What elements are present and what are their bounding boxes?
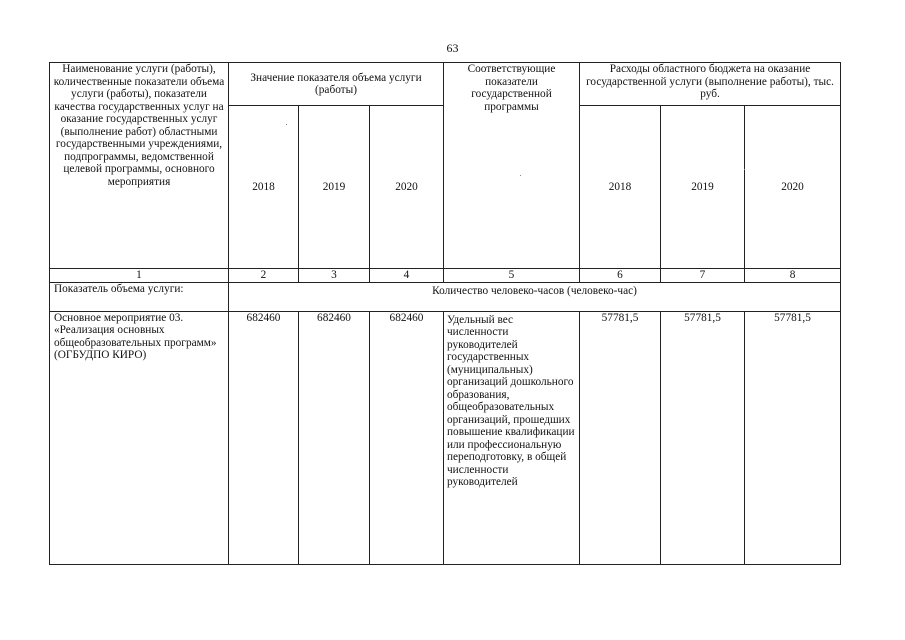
- page-number: 63: [446, 41, 459, 55]
- indicator-row: [50, 282, 841, 311]
- budget-year-2018: 2018: [580, 106, 661, 269]
- activity-name: Основное мероприятие 03. «Реализация основных общеобразовательных программ» (ОГБУДПО КИРО): [50, 311, 229, 564]
- program-indicator-text: Удельный вес численности руководителей государственных (муниципальных) организаций дошкольного образования, общеобразовательных организаций, прошедших повышение квалификации или профессиональную переподготовку, в общей численности руководителей: [444, 311, 580, 564]
- volume-year-2020: 2020: [370, 106, 444, 269]
- budget-value-2019: 57781,5: [661, 311, 745, 564]
- budget-value-2020: 57781,5: [745, 311, 841, 564]
- scan-speck: [286, 124, 287, 125]
- column-number-row: [50, 269, 841, 283]
- header-service-name: Наименование услуги (работы), количественные показатели объема услуги (работы), показатели качества государственных услуг на оказание государственных услуг (выполнение работ) областными государственными учреждениями, подпрограммы, ведомственной целевой программы, основного мероприятия: [50, 63, 229, 269]
- column-number: 4: [370, 269, 444, 283]
- budget-value-2018: 57781,5: [580, 311, 661, 564]
- volume-year-2019: 2019: [299, 106, 370, 269]
- column-number: 2: [229, 269, 299, 283]
- header-row-top: [50, 63, 841, 106]
- column-number: 5: [444, 269, 580, 283]
- scan-speck: [744, 169, 745, 170]
- volume-year-2018: 2018: [229, 106, 299, 269]
- volume-value-2018: 682460: [229, 311, 299, 564]
- volume-value-2019: 682460: [299, 311, 370, 564]
- table-row: [50, 311, 841, 564]
- budget-year-2019: 2019: [661, 106, 745, 269]
- column-number: 6: [580, 269, 661, 283]
- column-number: 3: [299, 269, 370, 283]
- budget-table: [49, 62, 841, 565]
- volume-value-2020: 682460: [370, 311, 444, 564]
- header-budget-group: Расходы областного бюджета на оказание государственной услуги (выполнение работы), тыс. руб.: [580, 63, 841, 106]
- indicator-unit: Количество человеко-часов (человеко-час): [229, 282, 841, 311]
- header-volume-group: Значение показателя объема услуги (работы): [229, 63, 444, 106]
- indicator-label: Показатель объема услуги:: [50, 282, 229, 311]
- budget-year-2020: 2020: [745, 106, 841, 269]
- column-number: 8: [745, 269, 841, 283]
- column-number: 7: [661, 269, 745, 283]
- column-number: 1: [50, 269, 229, 283]
- scan-speck: [520, 175, 521, 176]
- header-program-indicators: Соответствующие показатели государственной программы: [444, 63, 580, 269]
